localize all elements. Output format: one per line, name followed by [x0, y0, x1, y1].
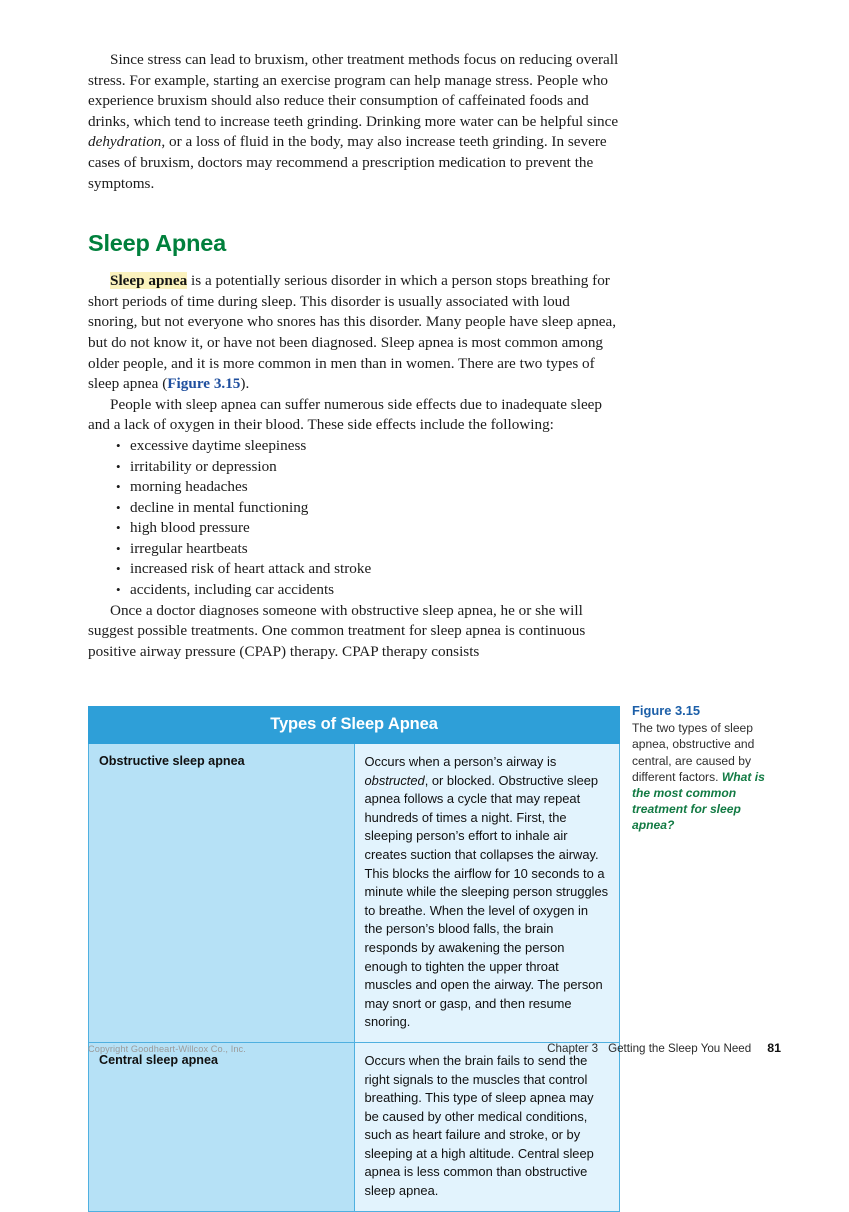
definition-text-part1: is a potentially serious disorder in which a person stops breathing for short periods of time during sleep. This disorder is usually associated with loud snoring, but not everyone who snores has this disorder. Many people have sleep apnea, but do not know it, or have not been diagnosed. Sleep apnea is most common among older people, and it is more common in men than in women. There are two types of sleep apnea ( — [88, 272, 617, 393]
figure-caption-question: What is the most common treatment for sleep apnea? — [632, 769, 765, 833]
list-item: • morning headaches — [130, 477, 622, 498]
paragraph-treatment: Once a doctor diagnoses someone with obstructive sleep apnea, he or she will suggest possible treatments. One common treatment for sleep apnea is continuous positive airway pressure (CPAP) therapy. CPAP therapy consists — [88, 601, 586, 660]
list-item: • irritability or depression — [130, 457, 622, 478]
figure-caption — [632, 703, 765, 834]
page-title: Sleep Apnea — [88, 230, 226, 257]
desc-text-part1: Occurs when a person’s airway is — [364, 754, 557, 769]
page-number: 81 — [767, 1041, 781, 1055]
desc-text-part2: , or blocked. Obstructive sleep apnea follows a cycle that may repeat hundreds of times a night. First, the sleeping person’s effort to inhale air creates suction that collapses the airway. This blocks the airflow for 10 seconds to a minute while the sleeping person struggles to breathe. When the level of oxygen in the person’s blood falls, the brain responds by awakening the person enough to tighten the upper throat muscles and open the airway. The person may snort or gasp, and then resume snoring. — [364, 772, 609, 1030]
table-term-central: Central sleep apnea — [89, 1042, 355, 1211]
page-footer — [88, 1041, 781, 1055]
obstructed-term: obstructed — [364, 772, 425, 788]
table-row — [89, 1042, 620, 1211]
desc-text-part1: Occurs when the brain fails to send the right signals to the muscles that control breathing. This type of sleep apnea may be caused by other medical conditions, such as heart failure and stroke, or by sleeping at a high altitude. Central sleep apnea is less common than obstructive sleep apnea. — [364, 1052, 594, 1199]
figure-caption-text: The two types of sleep apnea, obstructive and central, are caused by different factors. — [632, 721, 755, 784]
body-content — [88, 50, 622, 662]
paragraph-bruxism-treatment — [88, 50, 622, 194]
table-title: Types of Sleep Apnea — [89, 707, 620, 744]
figure-reference-link[interactable]: Figure 3.15 — [167, 375, 241, 393]
types-of-sleep-apnea-table — [88, 706, 620, 1212]
side-effects-list — [88, 436, 622, 601]
paragraph-side-effects-intro: People with sleep apnea can suffer numerous side effects due to inadequate sleep and a lack of oxygen in their blood. These side effects include the following: — [88, 395, 603, 434]
bruxism-text-part2: , or a loss of fluid in the body, may also increase teeth grinding. In severe cases of bruxism, doctors may recommend a prescription medication to prevent the symptoms. — [88, 133, 607, 192]
figure-3-15-table — [88, 706, 620, 1212]
table-row — [89, 744, 620, 1043]
table-desc-central — [354, 1042, 620, 1211]
table-desc-obstructive — [354, 744, 620, 1043]
definition-text-part2: ). — [240, 375, 250, 393]
paragraph-sleep-apnea-definition — [88, 271, 622, 395]
list-item: • increased risk of heart attack and stroke — [130, 559, 622, 580]
running-head — [547, 1041, 781, 1055]
list-item: • excessive daytime sleepiness — [130, 436, 622, 457]
list-item: • decline in mental functioning — [130, 498, 622, 519]
bruxism-text-part1: Since stress can lead to bruxism, other treatment methods focus on reducing overall stress. For example, starting an exercise program can help manage stress. People who experience bruxism should also reduce their consumption of caffeinated foods and drinks, which tend to increase teeth grinding. Drinking more water can be helpful since — [88, 51, 619, 130]
list-item: • high blood pressure — [130, 518, 622, 539]
list-item: • irregular heartbeats — [130, 539, 622, 560]
table-header-row — [89, 707, 620, 744]
figure-number: Figure 3.15 — [632, 703, 701, 718]
list-item: • accidents, including car accidents — [130, 580, 622, 601]
table-term-obstructive: Obstructive sleep apnea — [89, 744, 355, 1043]
key-term-sleep-apnea: Sleep apnea — [110, 272, 188, 290]
chapter-title: Getting the Sleep You Need — [608, 1042, 752, 1055]
dehydration-term: dehydration — [88, 133, 162, 151]
copyright-notice: Copyright Goodheart-Willcox Co., Inc. — [88, 1044, 246, 1054]
chapter-label: Chapter 3 — [547, 1042, 599, 1055]
